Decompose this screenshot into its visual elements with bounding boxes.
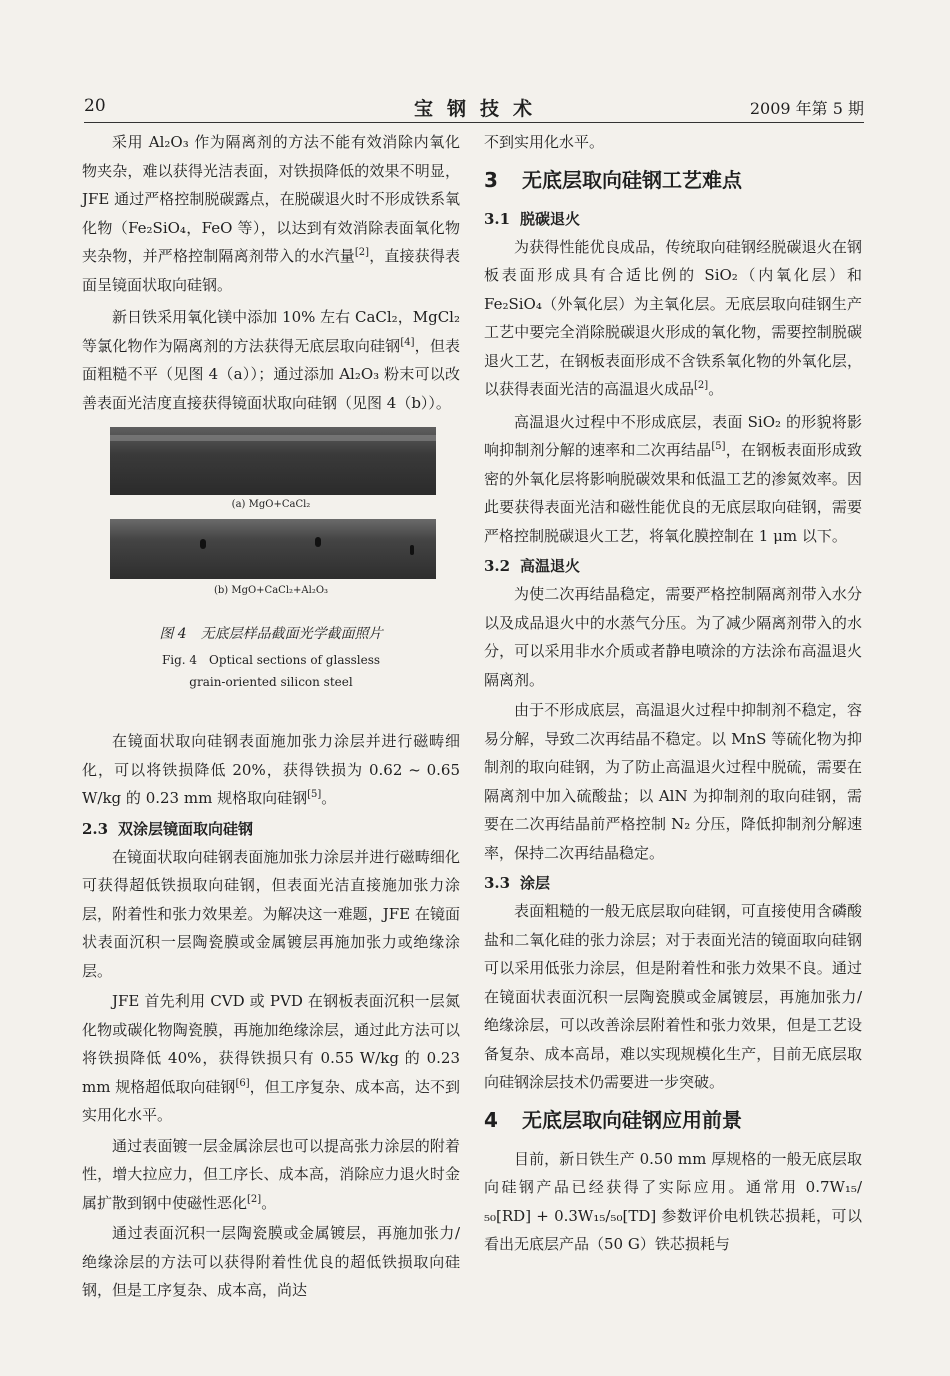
paragraph: 表面粗糙的一般无底层取向硅钢，可直接使用含磷酸盐和二氧化硅的张力涂层；对于表面光洁的镜面取向硅钢可以采用低张力涂层，但是附着性和张力效果不良。通过在镜面状表面沉积一层陶瓷膜或金属镀层，再施加张力/绝缘涂层，可以改善涂层附着性和张力效果，但是工艺设备复杂、成本高昂，难以实现规模化生产，目前无底层取向硅钢涂层技术仍需要进一步突破。 bbox=[484, 902, 862, 1091]
paragraph: 由于不形成底层，高温退火过程中抑制剂不稳定，容易分解，导致二次再结晶不稳定。以 MnS 等硫化物为抑制剂的取向硅钢，为了防止高温退火过程中脱硫，需要在隔离剂中加入硫酸盐；以 AlN 为抑制剂的取向硅钢，需要在二次再结晶前严格控制 N₂ 分压，降低抑制剂分解速率，保持二次再结晶稳定。 bbox=[484, 701, 862, 862]
paragraph: JFE 首先利用 CVD 或 PVD 在钢板表面沉积一层氮化物或碳化物陶瓷膜，再施加绝缘涂层，通过此方法可以将铁损降低 40%，获得铁损只有 0.55 W/kg 的 0.23 mm 规格超低取向硅钢[6]，但工序复杂、成本高，达不到实用化水平。 bbox=[82, 992, 460, 1124]
section-heading-3: 3 无底层取向硅钢工艺难点 bbox=[484, 167, 742, 192]
paragraph: 在镜面状取向硅钢表面施加张力涂层并进行磁畴细化可获得超低铁损取向硅钢，但表面光洁直接施加张力涂层，附着性和张力效果差。为解决这一难题，JFE 在镜面状表面沉积一层陶瓷膜或金属镀层再施加张力或绝缘涂层。 bbox=[82, 847, 460, 980]
paragraph: 通过表面沉积一层陶瓷膜或金属镀层，再施加张力/绝缘涂层的方法可以获得附着性优良的超低铁损取向硅钢，但是工序复杂、成本高，尚达 bbox=[82, 1224, 460, 1299]
section-heading-2-3: 2.3 双涂层镜面取向硅钢 bbox=[82, 819, 254, 838]
paragraph: 目前，新日铁生产 0.50 mm 厚规格的一般无底层取向硅钢产品已经获得了实际应用。通常用 0.7W₁₅/₅₀[RD] + 0.3W₁₅/₅₀[TD] 参数评价电机铁芯损耗，可以看出无底层产品（50 G）铁芯损耗与 bbox=[484, 1149, 862, 1253]
right-column bbox=[484, 128, 862, 1259]
page-number: 20 bbox=[84, 96, 106, 116]
paragraph: 通过表面镀一层金属涂层也可以提高张力涂层的附着性，增大拉应力，但工序长、成本高，消除应力退火时金属扩散到钢中使磁性恶化[2]。 bbox=[82, 1136, 460, 1212]
paragraph: 新日铁采用氧化镁中添加 10% 左右 CaCl₂，MgCl₂ 等氯化物作为隔离剂的方法获得无底层取向硅钢[4]，但表面粗糙不平（见图 4（a））；通过添加 Al₂O₃ 粉末可以改善表面光洁度直接获得镜面状取向硅钢（见图 4（b））。 bbox=[82, 308, 460, 412]
section-heading-3-3: 3.3 涂层 bbox=[484, 874, 551, 892]
issue-label: 2009 年第 5 期 bbox=[749, 99, 864, 118]
paragraph: 在镜面状取向硅钢表面施加张力涂层并进行磁畴细化，可以将铁损降低 20%，获得铁损为 0.62 ~ 0.65 W/kg 的 0.23 mm 规格取向硅钢[5]。 bbox=[82, 732, 460, 807]
left-column bbox=[82, 128, 460, 1305]
section-heading-4: 4 无底层取向硅钢应用前景 bbox=[484, 1107, 742, 1132]
paragraph: 为获得性能优良成品，传统取向硅钢经脱碳退火在钢板表面形成具有合适比例的 SiO₂（内氧化层）和 Fe₂SiO₄（外氧化层）为主氧化层。无底层取向硅钢生产工艺中要完全消除脱碳退火形成的氧化物，需要控制脱碳退火工艺，在钢板表面形成不含铁系氧化物的外氧化层，以获得表面光洁的高温退火成品[2]。 bbox=[484, 237, 862, 398]
paragraph: 采用 Al₂O₃ 作为隔离剂的方法不能有效消除内氧化物夹杂，难以获得光洁表面，对铁损降低的效果不明显，JFE 通过严格控制脱碳露点，在脱碳退火时不形成铁系氧化物（Fe₂SiO₄，FeO 等），以达到有效消除表面氧化物夹杂物，并严格控制隔离剂带入的水汽量[2]，直接获得表面呈镜面状取向硅钢。 bbox=[82, 133, 460, 294]
section-heading-3-1: 3.1 脱碳退火 bbox=[484, 209, 581, 228]
micrograph-a bbox=[110, 427, 436, 495]
paragraph: 为使二次再结晶稳定，需要严格控制隔离剂带入水分以及成品退火中的水蒸气分压。为了减少隔离剂带入的水分，可以采用非水介质或者静电喷涂的方法涂布高温退火隔离剂。 bbox=[484, 585, 862, 689]
figure-4 bbox=[82, 427, 460, 727]
figure-subcaption-b: (b) MgO+CaCl₂+Al₂O₃ bbox=[213, 585, 329, 596]
figure-caption-en-line1: Fig. 4 Optical sections of glassless bbox=[161, 653, 381, 667]
figure-caption-cn: 图 4 无底层样品截面光学截面照片 bbox=[159, 626, 383, 642]
running-header bbox=[84, 96, 864, 123]
micrograph-b bbox=[110, 519, 436, 579]
figure-caption-en-line2: grain-oriented silicon steel bbox=[189, 675, 353, 689]
paragraph: 高温退火过程中不形成底层，表面 SiO₂ 的形貌将影响抑制剂分解的速率和二次再结晶[5]，在钢板表面形成致密的外氧化层将影响脱碳效果和低温工艺的渗氮效率。因此要获得表面光洁和磁性能优良的无底层取向硅钢，需要严格控制脱碳退火工艺，将氧化膜控制在 1 μm 以下。 bbox=[484, 412, 862, 545]
section-heading-3-2: 3.2 高温退火 bbox=[484, 557, 581, 575]
figure-subcaption-a: (a) MgO+CaCl₂ bbox=[231, 499, 311, 510]
journal-title: 宝钢技术 bbox=[414, 98, 547, 120]
paragraph: 不到实用化水平。 bbox=[484, 133, 605, 151]
